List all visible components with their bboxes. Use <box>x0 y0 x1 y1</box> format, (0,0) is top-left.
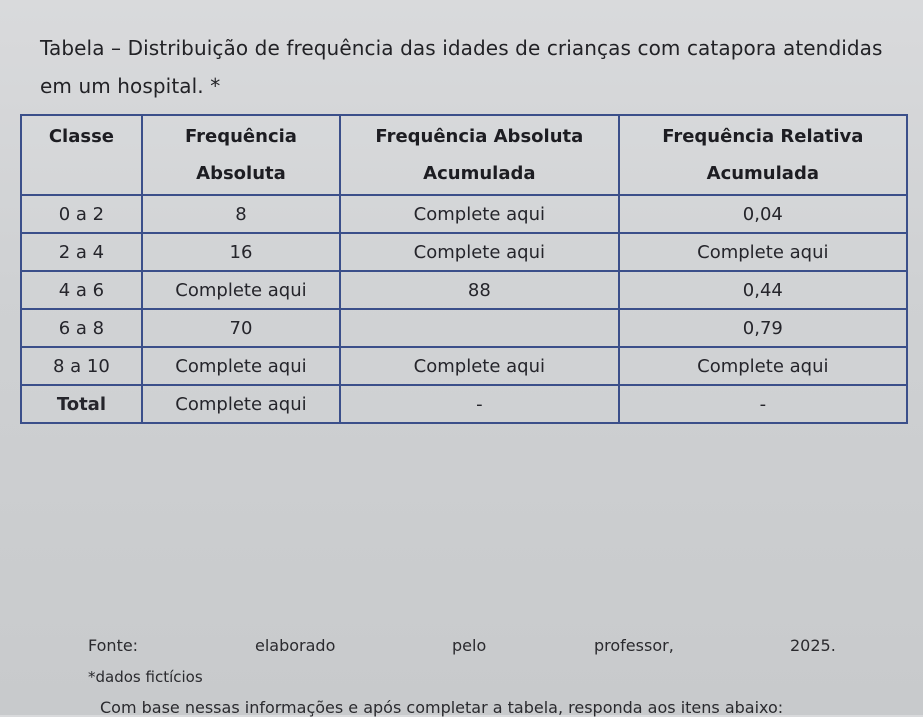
table-row <box>21 195 907 233</box>
cell-classe: 4 a 6 <box>21 271 142 309</box>
cell-freq-rel-acumulada: Complete aqui <box>619 347 907 385</box>
cell-classe-total: Total <box>21 385 142 423</box>
table-title-line-2: em um hospital. * <box>40 74 221 98</box>
table-title-line-1: Tabela – Distribuição de frequência das idades de crianças com catapora atendidas <box>40 36 883 60</box>
cell-freq-rel-acumulada: Complete aqui <box>619 233 907 271</box>
cell-freq-absoluta-total: Complete aqui <box>142 385 340 423</box>
cell-freq-abs-acumulada <box>340 309 619 347</box>
cell-freq-absoluta: Complete aqui <box>142 347 340 385</box>
cell-freq-absoluta: 16 <box>142 233 340 271</box>
header-frequencia-relativa-acumulada <box>619 115 907 195</box>
table-row <box>21 309 907 347</box>
header-classe-line-1: Classe <box>48 126 115 147</box>
cell-freq-abs-acumulada: Complete aqui <box>340 195 619 233</box>
header-fra-line-1: Frequência Relativa <box>662 126 864 147</box>
header-faa-line-2: Acumulada <box>423 163 536 184</box>
fonte-word: 2025. <box>790 636 836 655</box>
table-row <box>21 347 907 385</box>
fonte-word: professor, <box>594 636 674 655</box>
header-classe <box>21 115 142 195</box>
cell-freq-abs-acumulada: Complete aqui <box>340 347 619 385</box>
cell-freq-rel-acumulada: 0,04 <box>619 195 907 233</box>
header-fa-line-2: Absoluta <box>196 163 286 184</box>
header-frequencia-absoluta <box>142 115 340 195</box>
fonte-word: elaborado <box>255 636 336 655</box>
cell-freq-rel-acumulada: 0,79 <box>619 309 907 347</box>
table-row-total <box>21 385 907 423</box>
cell-classe: 8 a 10 <box>21 347 142 385</box>
table-header-row <box>21 115 907 195</box>
cell-classe: 2 a 4 <box>21 233 142 271</box>
fonte-word: pelo <box>452 636 487 655</box>
cell-freq-abs-acumulada: Complete aqui <box>340 233 619 271</box>
fonte-label: Fonte: <box>88 636 139 655</box>
header-faa-line-1: Frequência Absoluta <box>375 126 584 147</box>
instruction-text: Com base nessas informações e após completar a tabela, responda aos itens abaixo: <box>100 698 784 717</box>
cell-freq-rel-acumulada-total: - <box>619 385 907 423</box>
cell-freq-abs-acumulada-total: - <box>340 385 619 423</box>
cell-freq-abs-acumulada: 88 <box>340 271 619 309</box>
cell-classe: 6 a 8 <box>21 309 142 347</box>
cell-freq-absoluta: 70 <box>142 309 340 347</box>
fictitious-data-note: *dados fictícios <box>88 668 203 686</box>
cell-freq-absoluta: Complete aqui <box>142 271 340 309</box>
cell-freq-rel-acumulada: 0,44 <box>619 271 907 309</box>
frequency-table <box>20 114 908 424</box>
table-row <box>21 271 907 309</box>
header-frequencia-absoluta-acumulada <box>340 115 619 195</box>
table-row <box>21 233 907 271</box>
cell-classe: 0 a 2 <box>21 195 142 233</box>
cell-freq-absoluta: 8 <box>142 195 340 233</box>
header-fra-line-2: Acumulada <box>706 163 819 184</box>
header-fa-line-1: Frequência <box>185 126 297 147</box>
